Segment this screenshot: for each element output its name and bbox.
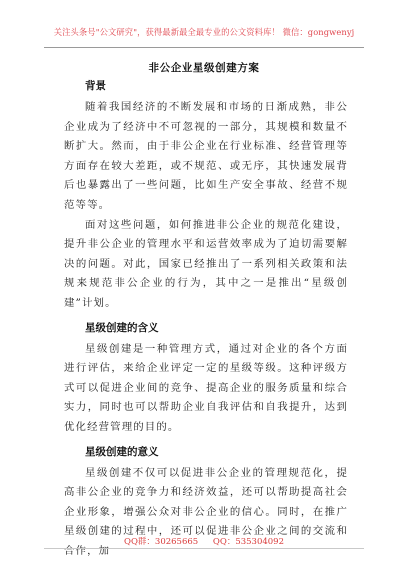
footer-contact bbox=[0, 535, 408, 547]
paragraph: 随着我国经济的不断发展和市场的日渐成熟，非公企业成为了经济中不可忽视的一部分，其规模和数量不断扩大。然而，由于非公企业在行业标准、经营管理等方面存在较大差距，或不规范、或无序，其快速发展背后也暴露出了一些问题，比如生产安全事故、经营不规范等等。 bbox=[64, 101, 348, 211]
paragraph: 面对这些问题，如何推进非公企业的规范化建设，提升非公企业的管理水平和运营效率成为了迫切需要解决的问题。对此，国家已经推出了一系列相关政策和法规来规范非公企业的行为，其中之一是推出“星级创建”计划。 bbox=[64, 218, 348, 309]
paragraph: 星级创建是一种管理方式，通过对企业的各个方面进行评估，来给企业评定一定的星级等级。这种评级方式可以促进企业间的竞争、提高企业的服务质量和综合实力，同时也可以帮助企业自我评估和自我提升，达到优化经营管理的目的。 bbox=[64, 342, 348, 433]
section-heading-meaning: 星级创建的含义 bbox=[85, 321, 159, 334]
paragraph: 星级创建不仅可以促进非公企业的管理规范化，提高非公企业的竞争力和经济效益，还可以帮助提高社会企业形象，增强公众对非公企业的信心。同时，在推广星级创建的过程中，还可以促进非公企业之间的交流和合作，加 bbox=[64, 466, 348, 557]
document-body bbox=[64, 76, 348, 561]
header-divider bbox=[44, 47, 364, 48]
section-heading-background: 背景 bbox=[85, 80, 106, 92]
section-heading-significance: 星级创建的意义 bbox=[85, 445, 159, 458]
document-title: 非公企业星级创建方案 bbox=[148, 62, 260, 74]
header-banner: 关注头条号"公文研究"，获得最新最全最专业的公文资料库！ 微信：gongwenyj bbox=[53, 27, 355, 37]
footer-qq-contact: QQ：535304092 bbox=[212, 537, 284, 547]
footer-divider bbox=[44, 548, 364, 549]
footer-qq-group: QQ群：30265665 bbox=[123, 537, 199, 547]
